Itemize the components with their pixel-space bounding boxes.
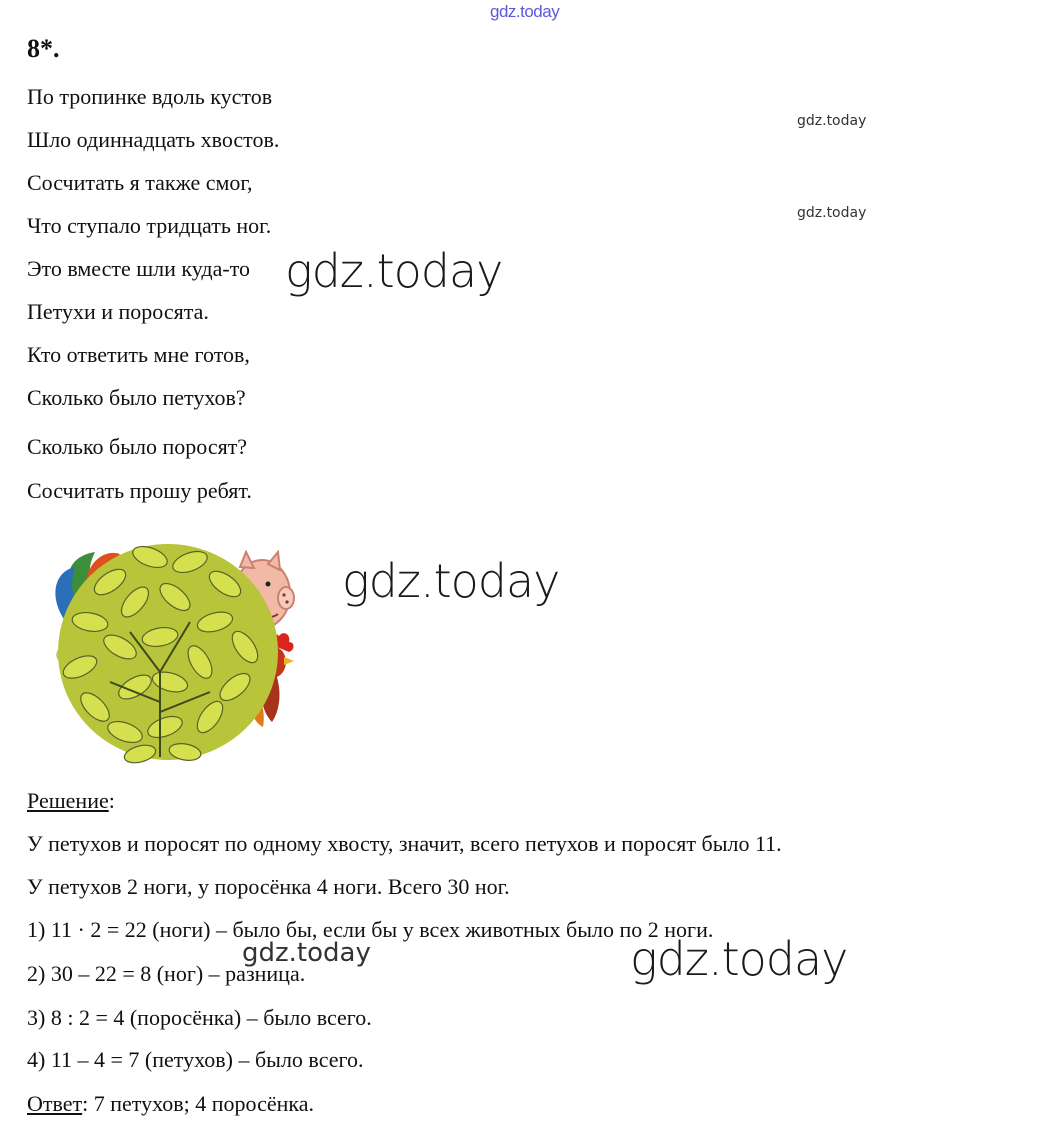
watermark-mid: gdz.today xyxy=(242,938,371,968)
poem-line-2: Шло одиннадцать хвостов. xyxy=(27,127,280,152)
watermark-small-2: gdz.today xyxy=(797,205,867,221)
poem-line-9: Сколько было поросят? xyxy=(27,434,248,459)
solution-line-2: У петухов 2 ноги, у поросёнка 4 ноги. Всего 30 ног. xyxy=(27,874,510,899)
bush-illustration xyxy=(40,522,300,767)
bush xyxy=(58,542,278,765)
poem-line-4: Что ступало тридцать ног. xyxy=(27,213,272,238)
answer-text: : 7 петухов; 4 поросёнка. xyxy=(82,1091,315,1116)
poem-line-3: Сосчитать я также смог, xyxy=(27,170,253,195)
poem-line-6: Петухи и поросята. xyxy=(27,299,209,324)
solution-heading-label: Решение xyxy=(27,788,109,813)
answer-label: Ответ xyxy=(27,1091,83,1116)
answer-line xyxy=(27,1091,314,1117)
solution-heading-colon: : xyxy=(108,788,115,813)
solution-line-3: 1) 11 · 2 = 22 (ноги) – было бы, если бы у всех животных было по 2 ноги. xyxy=(27,917,714,942)
watermark-big-2: gdz.today xyxy=(342,554,560,608)
solution-heading xyxy=(27,788,115,814)
solution-line-5: 3) 8 : 2 = 4 (поросёнка) – было всего. xyxy=(27,1005,372,1030)
watermark-big-3: gdz.today xyxy=(630,932,848,986)
watermark-small-1: gdz.today xyxy=(797,113,867,129)
task-number: 8*. xyxy=(27,34,60,63)
poem-line-8: Сколько было петухов? xyxy=(27,385,246,410)
watermark-top: gdz.today xyxy=(490,2,560,21)
poem-line-7: Кто ответить мне готов, xyxy=(27,342,250,367)
poem-line-5: Это вместе шли куда-то xyxy=(27,256,251,281)
poem-line-10: Сосчитать прошу ребят. xyxy=(27,478,252,503)
poem-line-1: По тропинке вдоль кустов xyxy=(27,84,273,109)
solution-line-4: 2) 30 – 22 = 8 (ног) – разница. xyxy=(27,961,306,986)
solution-line-6: 4) 11 – 4 = 7 (петухов) – было всего. xyxy=(27,1047,364,1072)
watermark-big-1: gdz.today xyxy=(285,244,503,298)
solution-line-1: У петухов и поросят по одному хвосту, значит, всего петухов и поросят было 11. xyxy=(27,831,782,856)
